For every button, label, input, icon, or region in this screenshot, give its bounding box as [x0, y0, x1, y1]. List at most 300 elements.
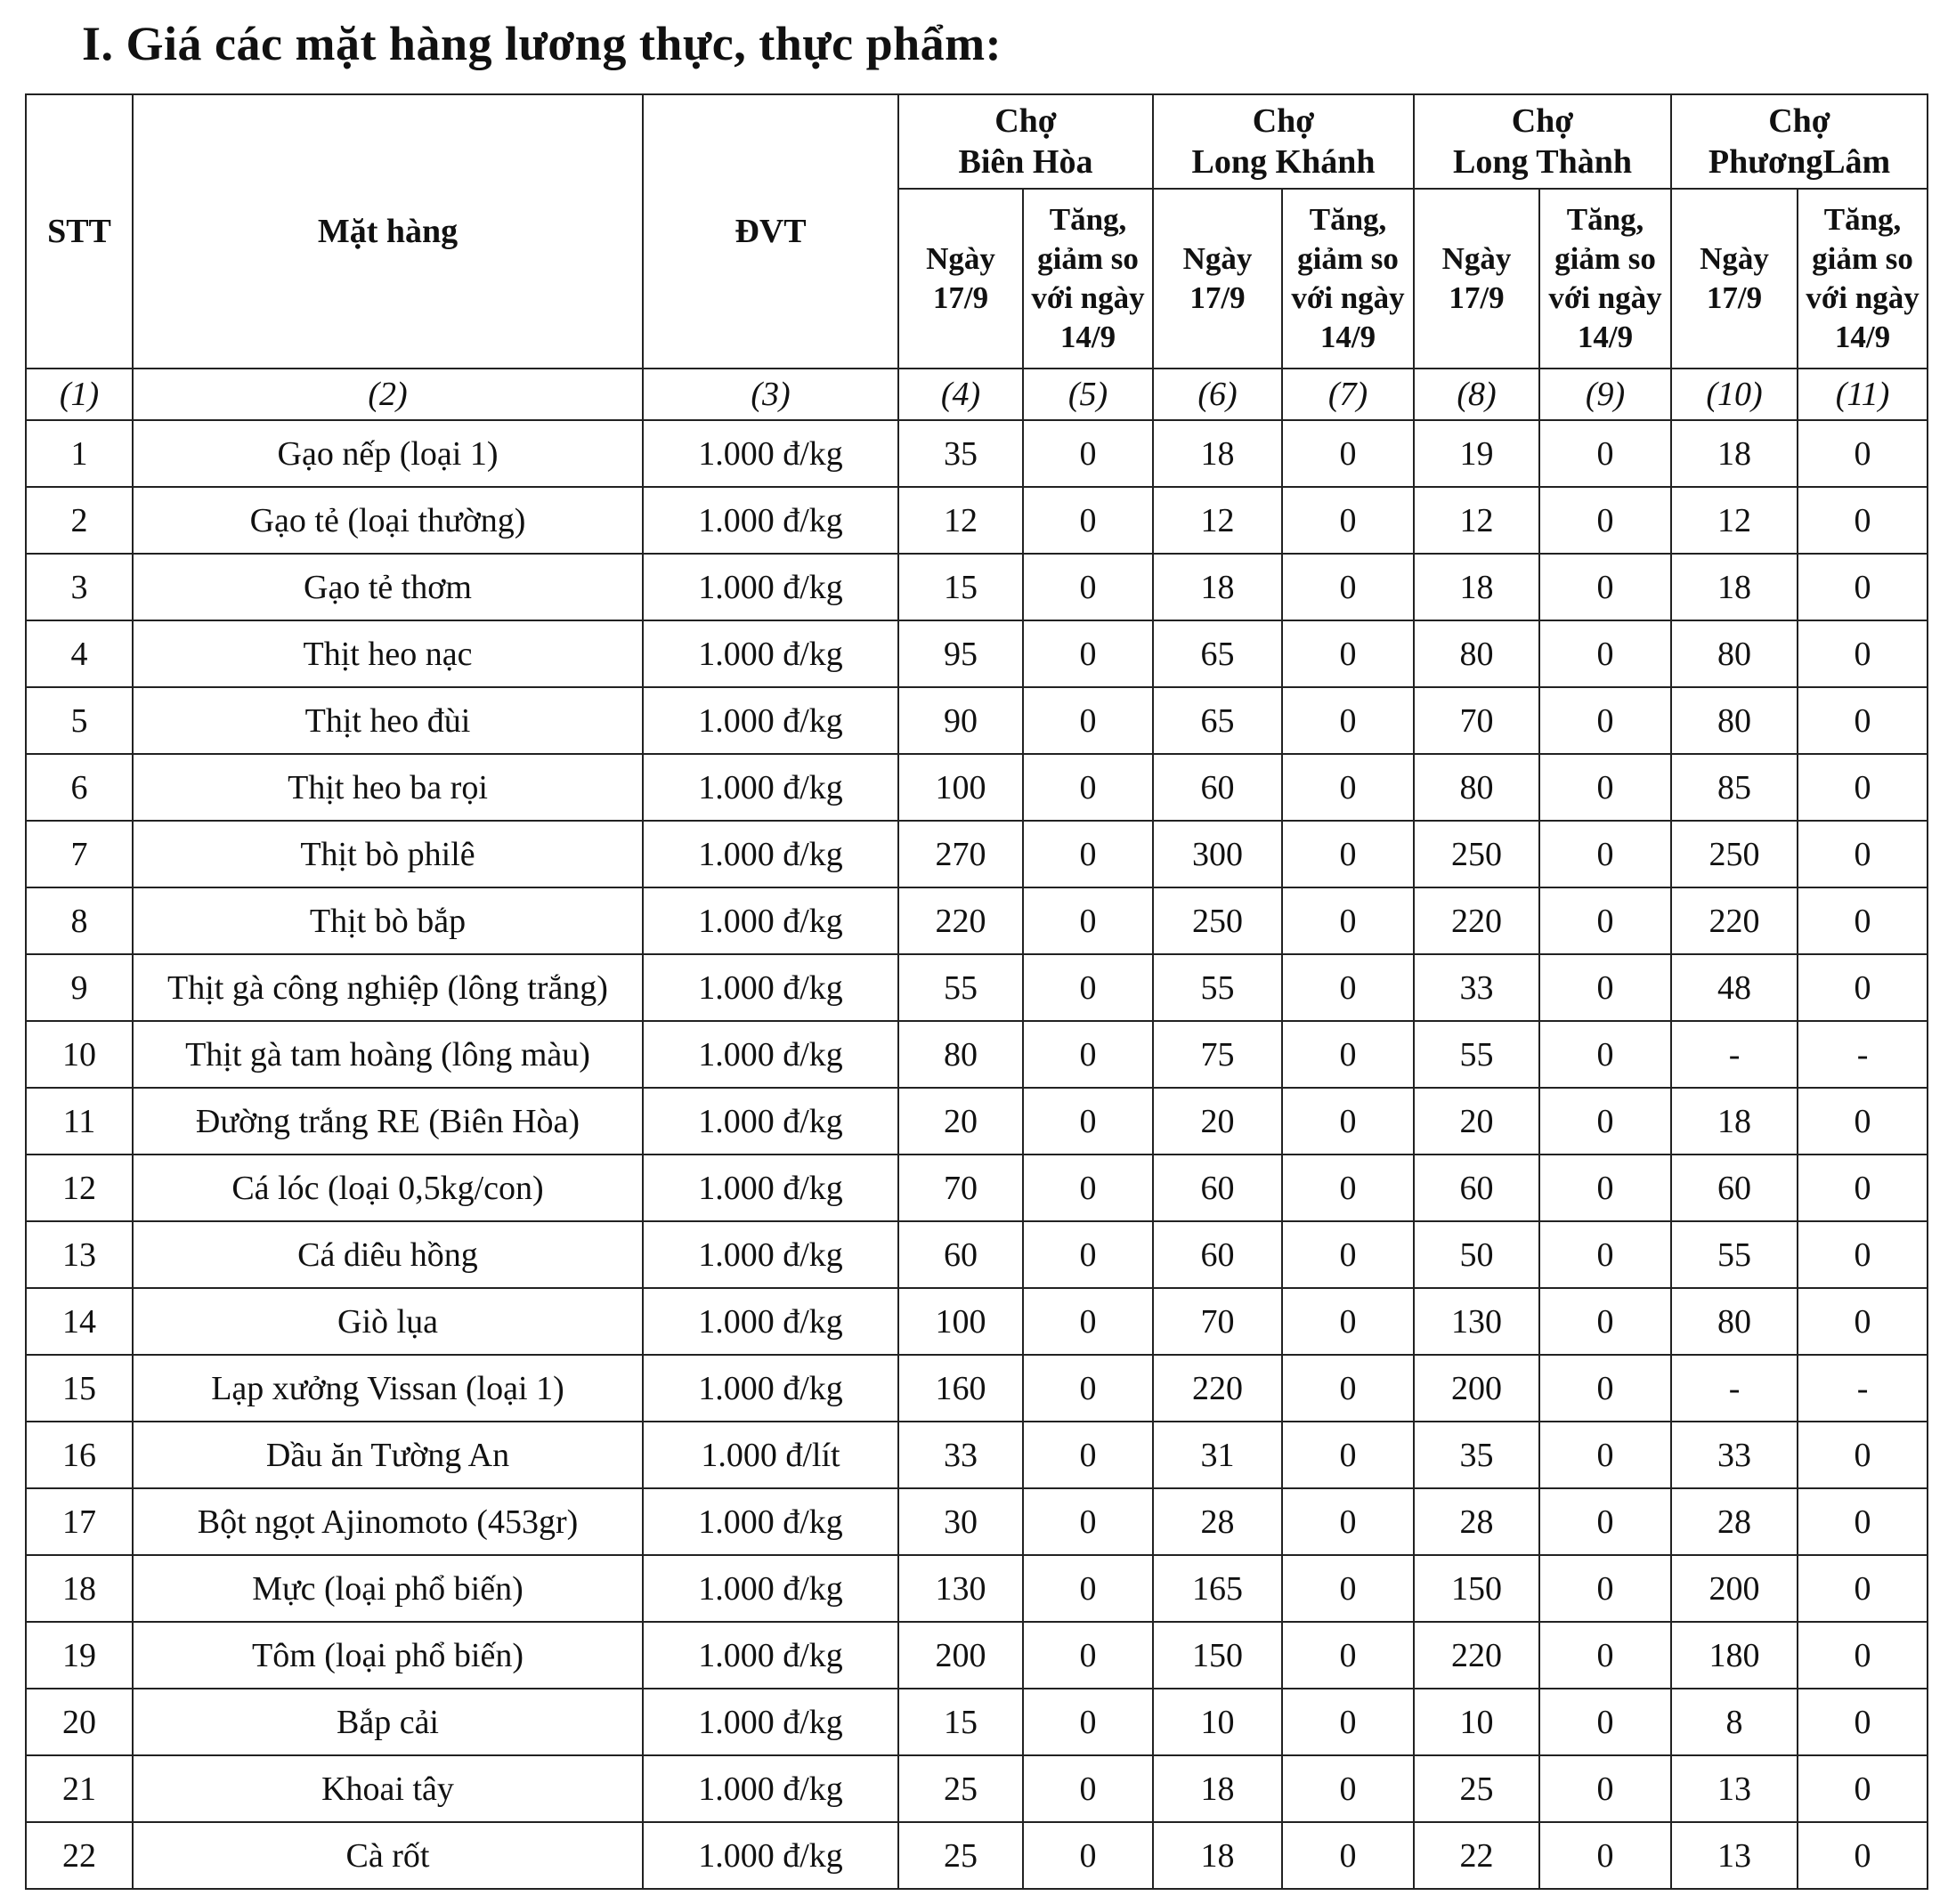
stt-cell: 5 — [26, 687, 133, 754]
date-label-line2: 17/9 — [1449, 280, 1505, 315]
long-thanh-change-cell: 0 — [1539, 420, 1671, 487]
market-label-line2: PhươngLâm — [1708, 143, 1891, 181]
header-market-bien-hoa — [898, 94, 1153, 189]
long-khanh-price-cell: 75 — [1153, 1021, 1282, 1088]
bien-hoa-price-cell: 20 — [898, 1088, 1023, 1155]
unit-cell: 1.000 đ/kg — [643, 754, 898, 821]
long-khanh-change-cell: 0 — [1282, 420, 1414, 487]
item-name-cell: Bắp cải — [133, 1689, 643, 1755]
long-thanh-change-cell: 0 — [1539, 1422, 1671, 1488]
phuong-lam-change-cell: 0 — [1798, 1288, 1928, 1355]
stt-cell: 1 — [26, 420, 133, 487]
bien-hoa-change-cell: 0 — [1023, 754, 1153, 821]
table-row — [26, 1555, 1928, 1622]
table-row — [26, 754, 1928, 821]
table-row — [26, 1088, 1928, 1155]
long-khanh-change-cell: 0 — [1282, 487, 1414, 554]
table-row — [26, 1689, 1928, 1755]
unit-cell: 1.000 đ/kg — [643, 1822, 898, 1889]
change-label-line2: giảm so — [1037, 241, 1139, 276]
long-khanh-change-cell: 0 — [1282, 1822, 1414, 1889]
long-thanh-change-cell: 0 — [1539, 1689, 1671, 1755]
phuong-lam-change-cell: 0 — [1798, 1689, 1928, 1755]
table-row — [26, 1155, 1928, 1221]
section-title: I. Giá các mặt hàng lương thực, thực phẩm: — [82, 17, 1002, 70]
long-khanh-change-cell: 0 — [1282, 1422, 1414, 1488]
long-thanh-price-cell: 220 — [1414, 887, 1539, 954]
date-label-line2: 17/9 — [1706, 280, 1763, 315]
unit-cell: 1.000 đ/kg — [643, 1355, 898, 1422]
phuong-lam-change-cell: 0 — [1798, 687, 1928, 754]
market-label-line1: Chợ — [1511, 102, 1574, 140]
unit-cell: 1.000 đ/kg — [643, 1755, 898, 1822]
phuong-lam-price-cell: - — [1671, 1021, 1798, 1088]
long-khanh-change-cell: 0 — [1282, 754, 1414, 821]
header-row-markets — [26, 94, 1928, 189]
long-khanh-price-cell: 12 — [1153, 487, 1282, 554]
long-khanh-price-cell: 31 — [1153, 1422, 1282, 1488]
phuong-lam-price-cell: 80 — [1671, 687, 1798, 754]
change-label-line3: với ngày — [1806, 280, 1920, 315]
header-market-phuong-lam — [1671, 94, 1928, 189]
column-index-cell: (2) — [133, 369, 643, 420]
long-thanh-change-cell: 0 — [1539, 1088, 1671, 1155]
long-khanh-price-cell: 18 — [1153, 420, 1282, 487]
long-khanh-change-cell: 0 — [1282, 687, 1414, 754]
long-khanh-price-cell: 18 — [1153, 554, 1282, 620]
phuong-lam-price-cell: 18 — [1671, 554, 1798, 620]
price-table — [25, 93, 1928, 1890]
table-row — [26, 1422, 1928, 1488]
long-thanh-change-cell: 0 — [1539, 1822, 1671, 1889]
long-khanh-price-cell: 300 — [1153, 821, 1282, 887]
change-label-line3: với ngày — [1031, 280, 1145, 315]
long-thanh-price-cell: 150 — [1414, 1555, 1539, 1622]
change-label-line1: Tăng, — [1566, 202, 1644, 237]
bien-hoa-price-cell: 33 — [898, 1422, 1023, 1488]
table-row — [26, 420, 1928, 487]
stt-cell: 21 — [26, 1755, 133, 1822]
long-khanh-change-cell: 0 — [1282, 954, 1414, 1021]
phuong-lam-price-cell: 55 — [1671, 1221, 1798, 1288]
long-thanh-price-cell: 220 — [1414, 1622, 1539, 1689]
date-label-line1: Ngày — [1700, 241, 1769, 276]
long-thanh-price-cell: 12 — [1414, 487, 1539, 554]
long-khanh-price-cell: 60 — [1153, 754, 1282, 821]
stt-cell: 17 — [26, 1488, 133, 1555]
phuong-lam-change-cell: 0 — [1798, 1155, 1928, 1221]
bien-hoa-change-cell: 0 — [1023, 620, 1153, 687]
phuong-lam-price-cell: 13 — [1671, 1755, 1798, 1822]
stt-cell: 12 — [26, 1155, 133, 1221]
header-unit: ĐVT — [643, 94, 898, 369]
bien-hoa-change-cell: 0 — [1023, 1088, 1153, 1155]
change-label-line4: 14/9 — [1319, 320, 1376, 354]
market-label-line2: Long Khánh — [1191, 143, 1376, 181]
long-thanh-price-cell: 33 — [1414, 954, 1539, 1021]
long-khanh-change-cell: 0 — [1282, 620, 1414, 687]
phuong-lam-change-cell: 0 — [1798, 487, 1928, 554]
long-khanh-price-cell: 65 — [1153, 620, 1282, 687]
date-label-line2: 17/9 — [932, 280, 989, 315]
item-name-cell: Khoai tây — [133, 1755, 643, 1822]
bien-hoa-change-cell: 0 — [1023, 1155, 1153, 1221]
bien-hoa-change-cell: 0 — [1023, 1755, 1153, 1822]
header-change — [1539, 189, 1671, 369]
long-thanh-change-cell: 0 — [1539, 1755, 1671, 1822]
stt-cell: 14 — [26, 1288, 133, 1355]
phuong-lam-price-cell: 28 — [1671, 1488, 1798, 1555]
phuong-lam-change-cell: 0 — [1798, 1221, 1928, 1288]
unit-cell: 1.000 đ/kg — [643, 954, 898, 1021]
table-row — [26, 620, 1928, 687]
bien-hoa-price-cell: 12 — [898, 487, 1023, 554]
long-khanh-price-cell: 60 — [1153, 1155, 1282, 1221]
bien-hoa-price-cell: 35 — [898, 420, 1023, 487]
bien-hoa-change-cell: 0 — [1023, 1422, 1153, 1488]
long-thanh-price-cell: 60 — [1414, 1155, 1539, 1221]
long-khanh-price-cell: 18 — [1153, 1755, 1282, 1822]
bien-hoa-price-cell: 220 — [898, 887, 1023, 954]
header-market-long-khanh — [1153, 94, 1414, 189]
table-row — [26, 1288, 1928, 1355]
unit-cell: 1.000 đ/kg — [643, 1689, 898, 1755]
long-thanh-price-cell: 70 — [1414, 687, 1539, 754]
stt-cell: 11 — [26, 1088, 133, 1155]
phuong-lam-change-cell: 0 — [1798, 1755, 1928, 1822]
bien-hoa-price-cell: 30 — [898, 1488, 1023, 1555]
bien-hoa-change-cell: 0 — [1023, 420, 1153, 487]
long-khanh-price-cell: 165 — [1153, 1555, 1282, 1622]
unit-cell: 1.000 đ/kg — [643, 487, 898, 554]
long-thanh-change-cell: 0 — [1539, 620, 1671, 687]
bien-hoa-change-cell: 0 — [1023, 1355, 1153, 1422]
phuong-lam-change-cell: 0 — [1798, 1488, 1928, 1555]
column-index-cell: (3) — [643, 369, 898, 420]
bien-hoa-price-cell: 60 — [898, 1221, 1023, 1288]
long-thanh-price-cell: 250 — [1414, 821, 1539, 887]
change-label-line1: Tăng, — [1823, 202, 1902, 237]
long-thanh-price-cell: 25 — [1414, 1755, 1539, 1822]
change-label-line1: Tăng, — [1049, 202, 1127, 237]
long-thanh-price-cell: 35 — [1414, 1422, 1539, 1488]
table-row — [26, 554, 1928, 620]
bien-hoa-price-cell: 200 — [898, 1622, 1023, 1689]
stt-cell: 19 — [26, 1622, 133, 1689]
phuong-lam-price-cell: 80 — [1671, 620, 1798, 687]
column-index-cell: (9) — [1539, 369, 1671, 420]
long-thanh-change-cell: 0 — [1539, 887, 1671, 954]
date-label-line2: 17/9 — [1189, 280, 1246, 315]
table-row — [26, 1488, 1928, 1555]
stt-cell: 4 — [26, 620, 133, 687]
change-label-line4: 14/9 — [1834, 320, 1891, 354]
column-index-cell: (8) — [1414, 369, 1539, 420]
long-khanh-change-cell: 0 — [1282, 1555, 1414, 1622]
unit-cell: 1.000 đ/kg — [643, 1555, 898, 1622]
long-thanh-change-cell: 0 — [1539, 1155, 1671, 1221]
long-thanh-change-cell: 0 — [1539, 821, 1671, 887]
header-market-long-thanh — [1414, 94, 1671, 189]
item-name-cell: Thịt heo đùi — [133, 687, 643, 754]
column-index-cell: (4) — [898, 369, 1023, 420]
bien-hoa-price-cell: 95 — [898, 620, 1023, 687]
item-name-cell: Thịt heo nạc — [133, 620, 643, 687]
table-row — [26, 1021, 1928, 1088]
bien-hoa-change-cell: 0 — [1023, 821, 1153, 887]
item-name-cell: Dầu ăn Tường An — [133, 1422, 643, 1488]
phuong-lam-price-cell: 80 — [1671, 1288, 1798, 1355]
bien-hoa-change-cell: 0 — [1023, 1689, 1153, 1755]
bien-hoa-price-cell: 55 — [898, 954, 1023, 1021]
header-item: Mặt hàng — [133, 94, 643, 369]
item-name-cell: Thịt heo ba rọi — [133, 754, 643, 821]
unit-cell: 1.000 đ/kg — [643, 821, 898, 887]
unit-cell: 1.000 đ/lít — [643, 1422, 898, 1488]
table-row — [26, 821, 1928, 887]
unit-cell: 1.000 đ/kg — [643, 687, 898, 754]
stt-cell: 13 — [26, 1221, 133, 1288]
item-name-cell: Lạp xưởng Vissan (loại 1) — [133, 1355, 643, 1422]
phuong-lam-price-cell: 85 — [1671, 754, 1798, 821]
long-khanh-price-cell: 28 — [1153, 1488, 1282, 1555]
stt-cell: 2 — [26, 487, 133, 554]
long-thanh-change-cell: 0 — [1539, 554, 1671, 620]
table-row — [26, 887, 1928, 954]
change-label-line3: với ngày — [1548, 280, 1662, 315]
long-thanh-price-cell: 20 — [1414, 1088, 1539, 1155]
bien-hoa-change-cell: 0 — [1023, 487, 1153, 554]
header-stt: STT — [26, 94, 133, 369]
phuong-lam-change-cell: 0 — [1798, 754, 1928, 821]
bien-hoa-price-cell: 70 — [898, 1155, 1023, 1221]
market-label-line2: Biên Hòa — [958, 143, 1093, 181]
date-label-line1: Ngày — [926, 241, 995, 276]
long-khanh-price-cell: 18 — [1153, 1822, 1282, 1889]
long-khanh-price-cell: 150 — [1153, 1622, 1282, 1689]
header-change — [1023, 189, 1153, 369]
unit-cell: 1.000 đ/kg — [643, 554, 898, 620]
bien-hoa-change-cell: 0 — [1023, 887, 1153, 954]
long-khanh-change-cell: 0 — [1282, 1155, 1414, 1221]
long-thanh-change-cell: 0 — [1539, 1021, 1671, 1088]
long-thanh-price-cell: 19 — [1414, 420, 1539, 487]
unit-cell: 1.000 đ/kg — [643, 1221, 898, 1288]
date-label-line1: Ngày — [1182, 241, 1253, 276]
long-khanh-price-cell: 60 — [1153, 1221, 1282, 1288]
bien-hoa-price-cell: 100 — [898, 1288, 1023, 1355]
unit-cell: 1.000 đ/kg — [643, 1088, 898, 1155]
table-body — [26, 420, 1928, 1889]
item-name-cell: Thịt gà công nghiệp (lông trắng) — [133, 954, 643, 1021]
phuong-lam-price-cell: - — [1671, 1355, 1798, 1422]
market-label-line1: Chợ — [1768, 102, 1830, 140]
long-khanh-change-cell: 0 — [1282, 1488, 1414, 1555]
phuong-lam-price-cell: 18 — [1671, 1088, 1798, 1155]
stt-cell: 8 — [26, 887, 133, 954]
phuong-lam-price-cell: 8 — [1671, 1689, 1798, 1755]
long-khanh-price-cell: 55 — [1153, 954, 1282, 1021]
long-thanh-change-cell: 0 — [1539, 1355, 1671, 1422]
market-label-line1: Chợ — [994, 102, 1057, 140]
header-date — [898, 189, 1023, 369]
long-thanh-change-cell: 0 — [1539, 1288, 1671, 1355]
bien-hoa-change-cell: 0 — [1023, 1822, 1153, 1889]
change-label-line4: 14/9 — [1059, 320, 1116, 354]
change-label-line2: giảm so — [1297, 241, 1399, 276]
change-label-line2: giảm so — [1554, 241, 1656, 276]
bien-hoa-change-cell: 0 — [1023, 1555, 1153, 1622]
phuong-lam-price-cell: 250 — [1671, 821, 1798, 887]
header-date — [1414, 189, 1539, 369]
long-khanh-price-cell: 220 — [1153, 1355, 1282, 1422]
item-name-cell: Mực (loại phổ biến) — [133, 1555, 643, 1622]
long-thanh-price-cell: 130 — [1414, 1288, 1539, 1355]
table-row — [26, 1355, 1928, 1422]
phuong-lam-price-cell: 180 — [1671, 1622, 1798, 1689]
phuong-lam-price-cell: 60 — [1671, 1155, 1798, 1221]
long-khanh-change-cell: 0 — [1282, 1355, 1414, 1422]
phuong-lam-change-cell: - — [1798, 1355, 1928, 1422]
unit-cell: 1.000 đ/kg — [643, 420, 898, 487]
change-label-line2: giảm so — [1812, 241, 1913, 276]
column-index-row — [26, 369, 1928, 420]
bien-hoa-change-cell: 0 — [1023, 687, 1153, 754]
bien-hoa-change-cell: 0 — [1023, 1488, 1153, 1555]
change-label-line3: với ngày — [1291, 280, 1405, 315]
unit-cell: 1.000 đ/kg — [643, 1488, 898, 1555]
long-khanh-change-cell: 0 — [1282, 1221, 1414, 1288]
phuong-lam-change-cell: 0 — [1798, 1422, 1928, 1488]
long-khanh-change-cell: 0 — [1282, 1288, 1414, 1355]
change-label-line4: 14/9 — [1577, 320, 1634, 354]
stt-cell: 15 — [26, 1355, 133, 1422]
long-thanh-price-cell: 18 — [1414, 554, 1539, 620]
item-name-cell: Cá lóc (loại 0,5kg/con) — [133, 1155, 643, 1221]
bien-hoa-change-cell: 0 — [1023, 1021, 1153, 1088]
bien-hoa-price-cell: 25 — [898, 1822, 1023, 1889]
long-thanh-change-cell: 0 — [1539, 1221, 1671, 1288]
stt-cell: 6 — [26, 754, 133, 821]
stt-cell: 20 — [26, 1689, 133, 1755]
market-label-line1: Chợ — [1252, 102, 1315, 140]
long-thanh-price-cell: 50 — [1414, 1221, 1539, 1288]
item-name-cell: Cà rốt — [133, 1822, 643, 1889]
phuong-lam-change-cell: 0 — [1798, 620, 1928, 687]
long-thanh-price-cell: 28 — [1414, 1488, 1539, 1555]
column-index-cell: (1) — [26, 369, 133, 420]
date-label-line1: Ngày — [1441, 241, 1512, 276]
long-thanh-change-cell: 0 — [1539, 487, 1671, 554]
phuong-lam-change-cell: 0 — [1798, 887, 1928, 954]
header-change — [1282, 189, 1414, 369]
table-row — [26, 1755, 1928, 1822]
long-thanh-change-cell: 0 — [1539, 1488, 1671, 1555]
long-khanh-change-cell: 0 — [1282, 1755, 1414, 1822]
phuong-lam-change-cell: - — [1798, 1021, 1928, 1088]
phuong-lam-change-cell: 0 — [1798, 821, 1928, 887]
header-date — [1671, 189, 1798, 369]
column-index-cell: (6) — [1153, 369, 1282, 420]
phuong-lam-price-cell: 220 — [1671, 887, 1798, 954]
phuong-lam-price-cell: 18 — [1671, 420, 1798, 487]
unit-cell: 1.000 đ/kg — [643, 1288, 898, 1355]
stt-cell: 10 — [26, 1021, 133, 1088]
phuong-lam-price-cell: 200 — [1671, 1555, 1798, 1622]
item-name-cell: Cá diêu hồng — [133, 1221, 643, 1288]
phuong-lam-price-cell: 33 — [1671, 1422, 1798, 1488]
table-row — [26, 954, 1928, 1021]
long-thanh-price-cell: 80 — [1414, 620, 1539, 687]
long-khanh-price-cell: 65 — [1153, 687, 1282, 754]
table-row — [26, 1221, 1928, 1288]
long-khanh-change-cell: 0 — [1282, 821, 1414, 887]
bien-hoa-price-cell: 25 — [898, 1755, 1023, 1822]
item-name-cell: Đường trắng RE (Biên Hòa) — [133, 1088, 643, 1155]
stt-cell: 9 — [26, 954, 133, 1021]
long-khanh-price-cell: 70 — [1153, 1288, 1282, 1355]
item-name-cell: Gạo tẻ thơm — [133, 554, 643, 620]
phuong-lam-change-cell: 0 — [1798, 420, 1928, 487]
bien-hoa-change-cell: 0 — [1023, 1622, 1153, 1689]
phuong-lam-price-cell: 13 — [1671, 1822, 1798, 1889]
unit-cell: 1.000 đ/kg — [643, 1021, 898, 1088]
bien-hoa-change-cell: 0 — [1023, 1221, 1153, 1288]
bien-hoa-price-cell: 80 — [898, 1021, 1023, 1088]
long-thanh-change-cell: 0 — [1539, 754, 1671, 821]
bien-hoa-price-cell: 160 — [898, 1355, 1023, 1422]
long-khanh-change-cell: 0 — [1282, 1088, 1414, 1155]
long-thanh-change-cell: 0 — [1539, 954, 1671, 1021]
long-khanh-price-cell: 250 — [1153, 887, 1282, 954]
long-thanh-change-cell: 0 — [1539, 1622, 1671, 1689]
stt-cell: 16 — [26, 1422, 133, 1488]
phuong-lam-change-cell: 0 — [1798, 1555, 1928, 1622]
long-thanh-price-cell: 10 — [1414, 1689, 1539, 1755]
stt-cell: 22 — [26, 1822, 133, 1889]
column-index-cell: (7) — [1282, 369, 1414, 420]
bien-hoa-price-cell: 90 — [898, 687, 1023, 754]
item-name-cell: Bột ngọt Ajinomoto (453gr) — [133, 1488, 643, 1555]
long-khanh-price-cell: 20 — [1153, 1088, 1282, 1155]
unit-cell: 1.000 đ/kg — [643, 1622, 898, 1689]
table-row — [26, 1622, 1928, 1689]
long-thanh-price-cell: 22 — [1414, 1822, 1539, 1889]
unit-cell: 1.000 đ/kg — [643, 887, 898, 954]
table-row — [26, 487, 1928, 554]
bien-hoa-price-cell: 100 — [898, 754, 1023, 821]
long-khanh-change-cell: 0 — [1282, 887, 1414, 954]
column-index-cell: (11) — [1798, 369, 1928, 420]
item-name-cell: Thịt bò philê — [133, 821, 643, 887]
phuong-lam-change-cell: 0 — [1798, 1088, 1928, 1155]
table-row — [26, 687, 1928, 754]
long-thanh-price-cell: 80 — [1414, 754, 1539, 821]
header-date — [1153, 189, 1282, 369]
long-thanh-price-cell: 200 — [1414, 1355, 1539, 1422]
column-index-cell: (5) — [1023, 369, 1153, 420]
header-change — [1798, 189, 1928, 369]
long-khanh-price-cell: 10 — [1153, 1689, 1282, 1755]
long-thanh-change-cell: 0 — [1539, 1555, 1671, 1622]
bien-hoa-price-cell: 270 — [898, 821, 1023, 887]
unit-cell: 1.000 đ/kg — [643, 620, 898, 687]
bien-hoa-change-cell: 0 — [1023, 954, 1153, 1021]
bien-hoa-change-cell: 0 — [1023, 1288, 1153, 1355]
stt-cell: 7 — [26, 821, 133, 887]
phuong-lam-change-cell: 0 — [1798, 954, 1928, 1021]
phuong-lam-change-cell: 0 — [1798, 554, 1928, 620]
